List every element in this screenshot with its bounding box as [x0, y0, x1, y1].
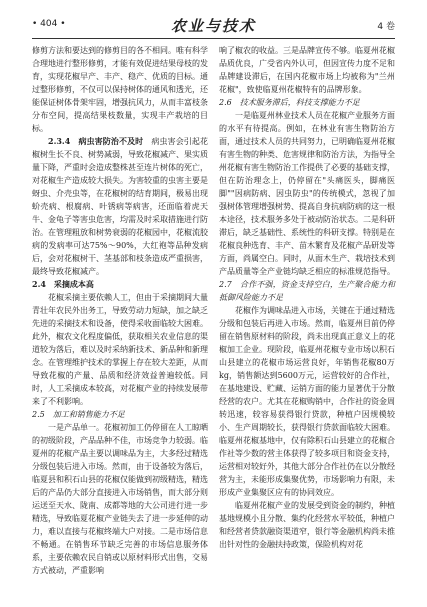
issue-label: 4 卷: [377, 22, 395, 32]
left-column: [32, 44, 208, 575]
section-heading: 2.6 技术服务滞后，科技支撑能力不足: [219, 98, 360, 107]
page-number: • 404 •: [32, 19, 66, 29]
section-heading: 2.7 合作不强，资金支持空白，生产聚合能力和抵御风险能力不足: [219, 280, 395, 302]
section-text: 病虫害会引起花椒树生长不良、树势减弱，导致花椒减产、果实质量下降，严重时会造成整株甚至连片树体的死亡，对花椒生产造成较大损失。为害较重的虫害主要是蚜虫、介壳虫等，在花椒树的结育期间，极易出现蚧壳病、根腐病、叶锈病等病害，还面临着虎天牛、金龟子等害虫危害，均需及时采取措施进行防治。在管理粗放和树势衰弱的花椒园中，花椒流胶病的发病率可达75%～90%，大红袍等品种发病后，会对花椒树干、茎基部和枝条造成严重损害，最终导致花椒减产。: [32, 137, 208, 276]
section-heading: 2.5 加工和销售能力不足: [32, 410, 125, 419]
paragraph: 花椒采摘主要依赖人工，但由于采摘期间大量青壮年农民外出务工，导致劳动力短缺，加之缺乏先进的采摘技术和设备，使得采收面临较大困难。此外，椒农文化程度偏低，获取相关农业信息的渠道较为落后，难以及时采纳新技术、新品种和新理念。在管理维护技术的掌握上存在较大差距，从而导致花椒的产量、品质和经济效益普遍较低。同时，人工采摘成本较高，对花椒产业的持续发展带来了不利影响。: [32, 293, 208, 406]
right-column: [219, 44, 395, 564]
paragraph: 临夏州花椒产业的发展受到资金的制约，种植基地规模小且分散、集约化经营水平较低，种植户和经营者贷款融资渠道窄，银行等金融机构尚未推出针对性的金融扶持政策，保险机构对花: [219, 501, 395, 549]
section-heading: 2.4 采摘成本高: [32, 279, 94, 289]
paragraph: 响了椒农的收益。三是品牌宣传不够。临夏州花椒品质优良，广受省内外认可，但因宣传力度不足和品牌建设滞后，在国内花椒市场上均被称为"兰州花椒"，致使临夏州花椒特有的品牌形象。: [219, 46, 395, 94]
paragraph-2-3-4: [32, 135, 208, 278]
paragraph: 一是临夏州林业技术人员在花椒产业服务方面的水平有待提高。例如，在林业有害生物防治方面，通过技术人员的共同努力，已明确临夏州花椒有害生物的种类、危害规律和防治方法，为指导全州花椒有害生物防治工作提供了必要的基础支撑，但在防治理念上，仍停留在"头痛医头，脚痛医脚""因病防病、因虫防虫"的传统模式，忽视了加强树体管理增强树势、提高自身抗病防病的这一根本途径，技术服务多处于被动防治状态。二是科研滞后，缺乏基础性、系统性的科研支撑。特别是在花椒良种选育、丰产、苗木繁育及花椒产品研发等方面，尚属空白。同时，从面木生产、栽培技术到产品质量等全产业链均缺乏相应的标准规范指导。: [219, 111, 395, 276]
paragraph: 修剪方法和要达到的修剪目的各不相同。唯有科学合理地进行整形修剪，才能有效促进结果母枝的发育，实现花椒早产、丰产、稳产、优质的目标。通过整形修剪，不仅可以保持树体的通风和透光，还能保证树体骨架牢固，增强抗风力，从而丰富枝条分布空间，提高结果枝数量，实现丰产栽培的目标。: [32, 46, 208, 133]
paragraph: 花椒作为调味品进入市场，关键在于通过精选分级和包装后再进入市场。然而，临夏州目前仍停留在销售原材料的阶段，尚未出现真正意义上的花椒加工企业。现阶段，临夏州花椒专业市场以积石山县建立的花椒市场运营良好，年销售花椒80万kg，销售额达到5600万元，运营较好的合作社，在基地建设、贮藏、运销方面的能力显著优于分散经营的农户。尤其在花椒购销中，合作社的资金周转迅速，较容易获得银行贷款，种植户因规模较小、生产周期较长，获得银行贷款面临较大困难。临夏州花椒基地中，仅有除积石山县建立的花椒合作社等少数的营主体获得了较多项目和资金支持，运营相对较好外，其他大部分合作社仍在以分散经营为主，未能形成集聚优势，市场影响力有限，未形成产业集聚区应有的协同效应。: [219, 306, 395, 497]
paragraph: 一是产品单一。花椒初加工仍停留在人工晾晒的初级阶段，产品品种不佳，市场竞争力较弱。临夏州的花椒产品主要以调味品为主，大多经过精选分级包装后进入市场。然而，由于设备较为落后，临夏县和积石山县的花椒仅能做到初级精选，精选后的产品仍大部分直接进入市场销售，而大部分则运送至天水、陇南、成都等地的大公司进行进一步精选，导致临夏花椒产业链失去了进一步延伸的动力，难以直接与花椒终端大户对接。二是市场信息不畅通。在销售环节缺乏完善的市场信息服务体系，主要依赖农民自销或以原材料形式出售，交易方式被动，严重影响: [32, 423, 208, 575]
section-heading: 2.3.4 病虫害防治不及时: [48, 136, 144, 146]
page-header: [32, 14, 395, 36]
journal-title: 农业与技术: [170, 17, 256, 35]
header-rule: [32, 38, 395, 39]
